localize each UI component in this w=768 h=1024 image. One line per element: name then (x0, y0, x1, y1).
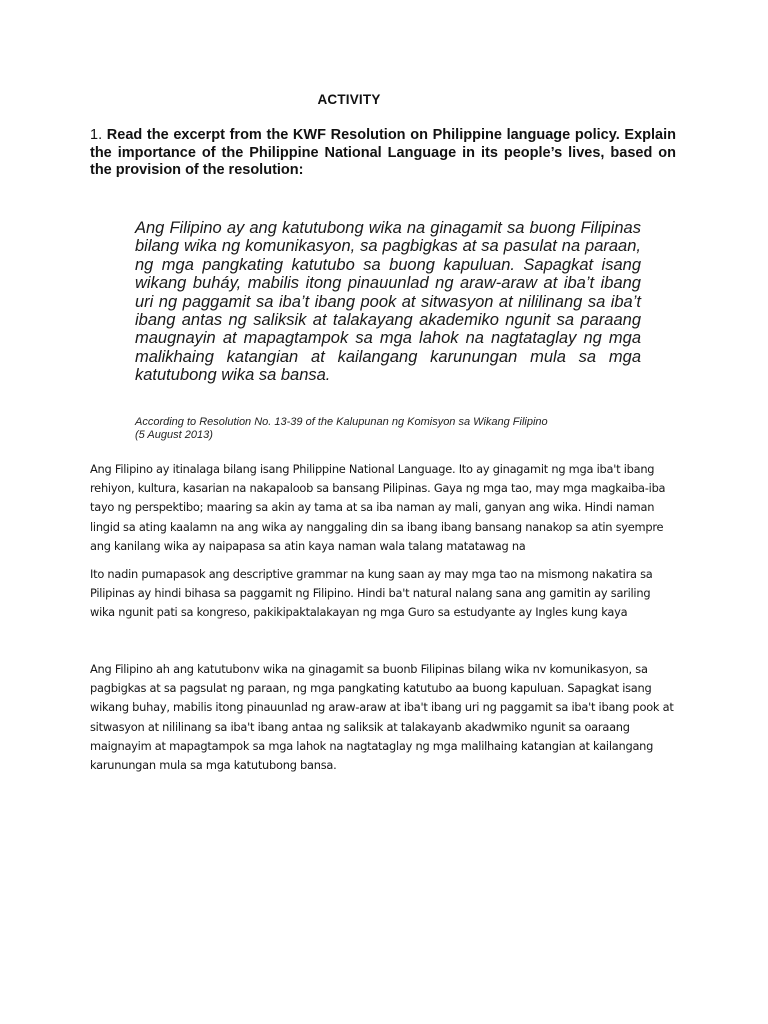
question-prompt (90, 127, 676, 180)
answer-paragraph-2: Ito nadin pumapasok ang descriptive grammar na kung saan ay may mga tao na mismong nakatira sa Pilipinas ay hindi bihasa sa paggamit ng Filipino. Hindi ba't natural nalang sana ang gamitin ay sariling wika ngunit pati sa kongreso, pakikipaktalakayan ng mga Guro sa estudyante ay Ingles kung kaya (90, 567, 653, 620)
resolution-excerpt: Ang Filipino ay ang katutubong wika na ginagamit sa buong Filipinas bilang wika ng komunikasyon, sa pagbigkas at sa pasulat na paraan, ng mga pangkating katutubo sa buong kapuluan. Sapagkat isang wikang buháy, mabilis itong pinauunlad ng araw-araw at iba’t ibang uri ng paggamit sa iba’t ibang pook at sitwasyon at nililinang sa iba’t ibang antas ng saliksik at talakayang akademiko ngunit sa paraang maugnayin at mapagtampok sa mga lahok na nagtataglay ng mga malikhaing katangian at kailangang karunungan mula sa mga katutubong wika sa bansa. (135, 219, 641, 385)
citation-source: According to Resolution No. 13-39 of the Kalupunan ng Komisyon sa Wikang Filipino (135, 416, 548, 428)
answer-paragraph-3: Ang Filipino ah ang katutubonv wika na ginagamit sa buonb Filipinas bilang wika nv komunikasyon, sa pagbigkas at sa pagsulat ng paraan, ng mga pangkating katutubo aa buong kapuluan. Sapagkat isang wikang buhay, mabilis itong pinauunlad ng araw-araw at iba't ibang uri ng paggamit sa iba't ibang pook at sitwasyon at nililinang sa iba't ibang antaa ng saliksik at talakayanb akadwmiko ngunit sa oaraang maignayim at mapagtampok sa mga lahok na nagtataglay ng mga malilhaing katangian at kailangang karunungan mula sa mga katutubong bansa. (90, 662, 674, 773)
answer-paragraph-1: Ang Filipino ay itinalaga bilang isang Philippine National Language. Ito ay ginagamit ng mga iba't ibang rehiyon, kultura, kasarian na nakapaloob sa bansang Pilipinas. Gaya ng mga tao, may mga magkaiba-iba tayo ng perspektibo; maaring sa akin ay tama at sa iba naman ay mali, ganyan ang wika. Hindi naman lingid sa ating kaalamn na ang wika ay nanggaling din sa ibang ibang bansang nanakop sa atin syempre ang kanilang wika ay naipapasa sa atin kaya naman wala talang matatawag na (90, 462, 666, 553)
excerpt-citation (135, 416, 655, 441)
question-text: Read the excerpt from the KWF Resolution on Philippine language policy. Explain the importance of the Philippine National Language in its people’s lives, based on the provision of the resolution: (90, 127, 677, 178)
activity-heading: ACTIVITY (317, 92, 381, 107)
question-number: 1. (90, 127, 103, 143)
citation-date: (5 August 2013) (135, 428, 213, 441)
